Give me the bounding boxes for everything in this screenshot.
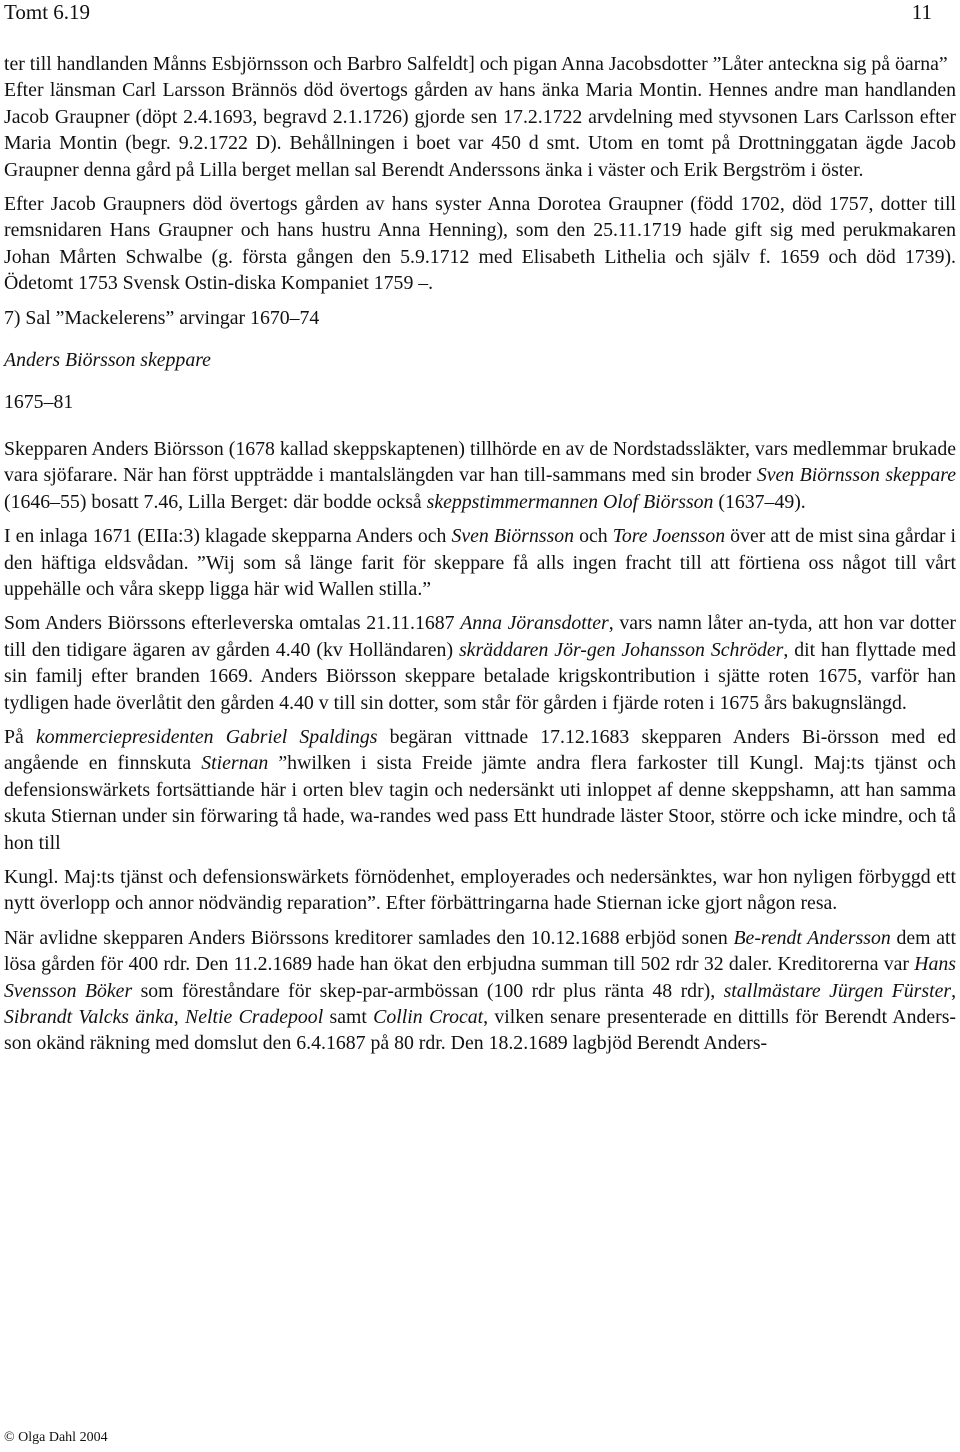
italic-run: Stiernan [201,752,269,775]
italic-run: kommerciepresidenten Gabriel Spaldings [35,725,378,748]
text-run: som föreståndare för skep-par-armbössan (100 rdr plus ränta 48 rdr), [132,979,724,1002]
text-run: över att de mist sina gårdar i den häftiga eldsvådan. ”Wij som så länge farit för skeppare få alls ingen fracht till att förtiena oss något till vårt uppehälle och våra skepp ligga här wid Wallen stilla.” [4,525,956,600]
italic-run: Be-rendt Andersson [733,926,891,949]
page-footer [4,1430,108,1446]
text-run: Efter Jacob Graupners död övertogs gården av hans syster Anna Dorotea Graupner (född 1702, död 1757, dotter till remsnidaren Hans Graupner och hans hustru Anna Henning), som den 25.11.1719 hade gift sig med perukmakaren Johan Mårten Schwalbe (g. första gången den 5.9.1712 med Elisabeth Lithelia och själv f. 1659 och död 1739). Ödetomt 1753 Svensk Ostin-diska Kompaniet 1759 –. [4,193,956,295]
text-run: I en inlaga 1671 (EIIa:3) klagade skepparna Anders och [4,525,452,548]
paragraph-schwalbe [4,191,956,297]
owner-name [4,347,956,373]
text-run: Som Anders Biörssons efterleverska omtalas 21.11.1687 [4,612,461,635]
document-body [4,51,956,1065]
paragraph-inlaga [4,523,956,602]
italic-run: Anna Jöransdotter [460,612,609,635]
italic-run: Collin Crocat [373,1006,484,1028]
italic-run: Hans Svensson Böker [4,953,956,1002]
paragraph-skepparen [4,436,956,515]
paragraph-kungl [4,864,956,917]
text-run: , vars namn låter an-tyda, att hon var dotter till den tidigare ägaren av gården 4.40 (kv Holländaren) [4,612,956,661]
paragraph-kreditorer [4,925,956,1057]
text-run: , dit han flyttade med sin familj efter branden 1669. Anders Biörsson skeppare betalade krigskontribution i sjätte roten 1675, varför han tydligen hade överlåtit den gården 4.40 v till sin dotter, som står för gården i fjärde roten i 1675 års bakugnslängd. [4,638,956,714]
document-page [4,0,956,1452]
text-run: samt [323,1006,374,1028]
italic-run: skeppstimmermannen Olof Biörsson [426,490,714,513]
text-run: , [951,979,957,1002]
text-run: ”hwilken i sista Freide jämte andra flera farkoster till Kungl. Maj:ts tjänst och defensionswärkets fortsättiande här i orten blev tagin och nedersänkt uti inloppet af denne skeppshamn, att han samma skuta Stiernan under sin förwaring tå hade, wa-randes wed pass Ett hundrade läster Stoor, större och icke mindre, och tå hon till [4,752,956,854]
italic-run: Tore Joensson [612,525,726,548]
text-run: Skepparen Anders Biörsson (1678 kallad skeppskaptenen) tillhörde en av de Nordstadssläkter, vars medlemmar brukade vara sjöfarare. När han först uppträdde i mantalslängden var han till-sammans med sin broder [4,437,956,487]
text-run: dem att lösa gården för 400 rdr. Den 11.2.1689 hade han ökat den erbjudna summan till 502 rdr 32 daler. Kreditorerna var [4,926,956,976]
italic-run: Anders Biörsson skeppare [4,349,211,372]
text-run: När avlidne skepparen Anders Biörssons kreditorer samlades den 10.12.1688 erbjöd sonen [4,926,734,949]
text-run: och [574,525,613,548]
italic-run: Sibrandt Valcks änka [4,1006,174,1028]
text-run: Kungl. Maj:ts tjänst och defensionswärkets förnödenhet, employerades och nedersänktes, war hon nyligen förbyggd ett nytt överlopp och annor nödvändig reparation”. Efter förbättringarna hade Stiernan icke gjort någon resa. [4,865,956,915]
copyright-text: © Olga Dahl 2004 [4,1430,108,1445]
page-header [4,0,956,34]
text-run: , vilken senare presenterade en dittills för Berendt Anders-son okänd räkning med domslut den 6.4.1687 på 80 rdr. Den 18.2.1689 lagbjöd Berendt Anders- [4,1006,956,1055]
paragraph-continuation [4,51,956,77]
italic-run: Neltie Cradepool [185,1006,324,1028]
volume-title: Tomt 6.19 [4,0,91,24]
italic-run: Sven Biörnsson skeppare [756,464,957,487]
text-run: På [4,725,36,748]
italic-run: stallmästare Jürgen Fürster [723,979,952,1002]
section-heading [4,305,956,331]
italic-run: skräddaren Jör-gen Johansson Schröder [458,638,784,661]
text-run: (1637–49). [713,490,806,513]
text-run: (1646–55) bosatt 7.46, Lilla Berget: där bodde också [4,490,427,513]
italic-run: Sven Biörnsson [451,525,575,548]
text-run: begäran vittnade 17.12.1683 skepparen Anders Bi-örsson med ed angående en finnskuta [4,725,956,775]
paragraph-spalding [4,724,956,856]
text-run: , [173,1006,186,1028]
paragraph-graupner [4,77,956,183]
text-run: 7) Sal ”Mackelerens” arvingar 1670–74 [4,306,320,329]
text-run: ter till handlanden Månns Esbjörnsson och Barbro Salfeldt] och pigan Anna Jacobsdotter ”Låter anteckna sig på öarna” [4,53,948,75]
text-run: Efter länsman Carl Larsson Brännös död övertogs gården av hans änka Maria Montin. Hennes andre man handlanden Jacob Graupner (döpt 2.4.1693, begravd 2.1.1726) gjorde sen 17.2.1722 arvdelning med styvsonen Lars Carlsson efter Maria Montin (begr. 9.2.1722 D). Behållningen i boet var 450 d smt. Utom en tomt på Drottninggatan ägde Jacob Graupner denna gård på Lilla berget mellan sal Berendt Anderssons änka i väster och Erik Bergström i öster. [4,79,956,181]
page-number: 11 [911,0,932,24]
owner-years [4,389,956,415]
text-run: 1675–81 [4,391,74,414]
paragraph-efterleverska [4,610,956,716]
